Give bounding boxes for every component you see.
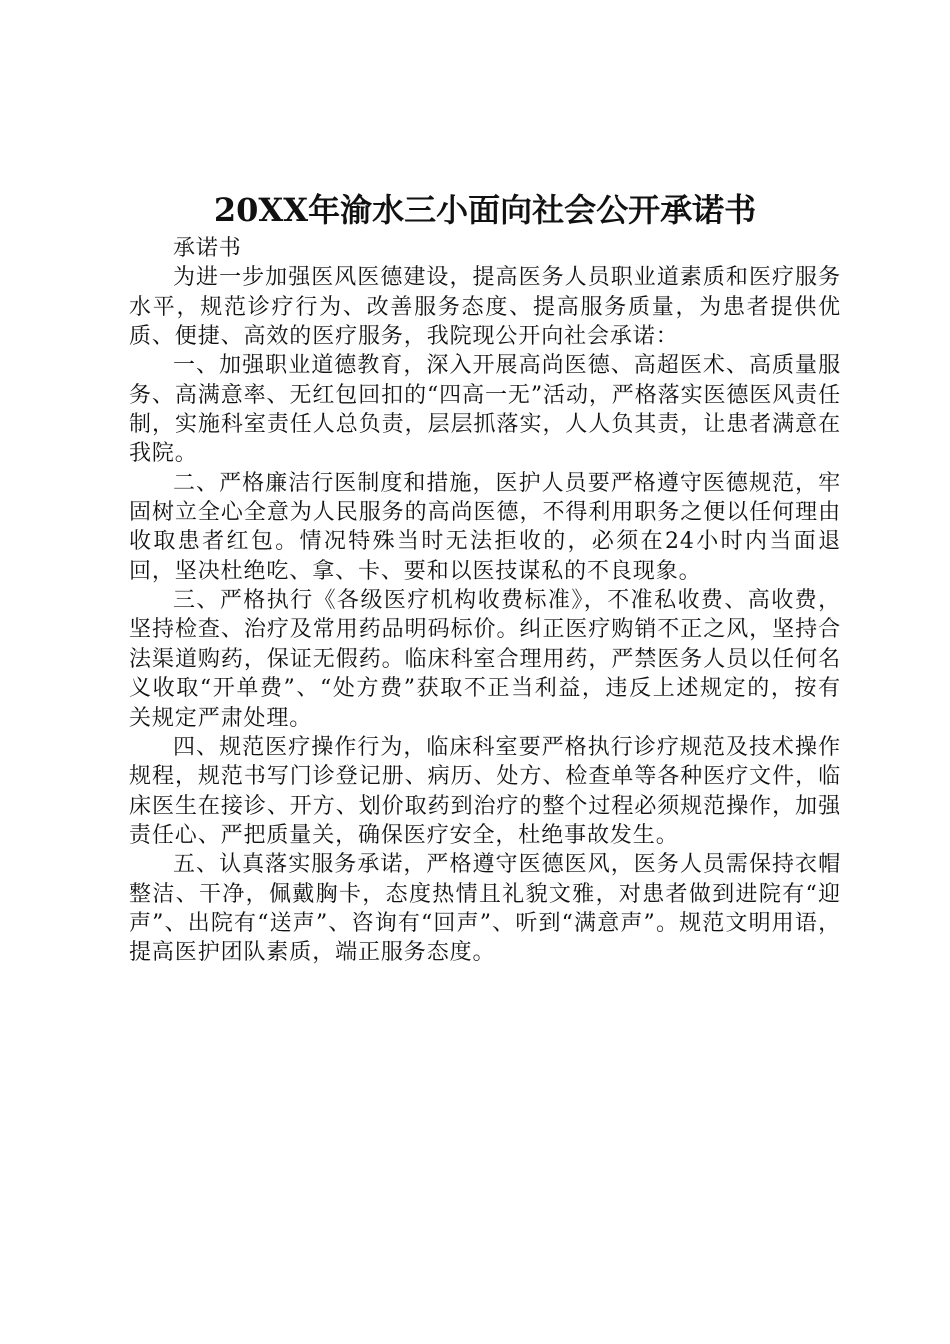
document-title: 20XX年渝水三小面向社会公开承诺书 bbox=[213, 191, 757, 229]
paragraph-item-1: 一、加强职业道德教育，深入开展高尚医德、高超医术、高质量服务、高满意率、无红包回扣的“四高一无”活动，严格落实医德医风责任制，实施科室责任人总负责，层层抓落实，人人负其责，让患者满意在我院。 bbox=[129, 353, 841, 467]
document-page bbox=[129, 188, 841, 968]
paragraph-heading: 承诺书 bbox=[173, 236, 242, 261]
paragraph-item-2: 二、严格廉洁行医制度和措施，医护人员要严格遵守医德规范，牢固树立全心全意为人民服务的高尚医德，不得利用职务之便以任何理由收取患者红包。情况特殊当时无法拒收的，必须在24小时内当面退回，坚决杜绝吃、拿、卡、要和以医技谋私的不良现象。 bbox=[129, 470, 841, 584]
paragraph-item-3: 三、严格执行《各级医疗机构收费标准》，不准私收费、高收费，坚持检查、治疗及常用药品明码标价。纠正医疗购销不正之风，坚持合法渠道购药，保证无假药。临床科室合理用药，严禁医务人员以任何名义收取“开单费”、“处方费”获取不正当利益，违反上述规定的，按有关规定严肃处理。 bbox=[129, 588, 841, 731]
document-body bbox=[129, 234, 841, 968]
paragraph-item-5: 五、认真落实服务承诺，严格遵守医德医风，医务人员需保持衣帽整洁、干净，佩戴胸卡，态度热情且礼貌文雅，对患者做到进院有“迎声”、出院有“送声”、咨询有“回声”、听到“满意声”。规范文明用语，提高医护团队素质，端正服务态度。 bbox=[129, 852, 841, 966]
paragraph-item-4: 四、规范医疗操作行为，临床科室要严格执行诊疗规范及技术操作规程，规范书写门诊登记册、病历、处方、检查单等各种医疗文件，临床医生在接诊、开方、划价取药到治疗的整个过程必须规范操作，加强责任心、严把质量关，确保医疗安全，杜绝事故发生。 bbox=[129, 734, 841, 848]
paragraph-intro: 为进一步加强医风医德建设，提高医务人员职业道素质和医疗服务水平，规范诊疗行为、改善服务态度、提高服务质量，为患者提供优质、便捷、高效的医疗服务，我院现公开向社会承诺： bbox=[129, 265, 841, 350]
